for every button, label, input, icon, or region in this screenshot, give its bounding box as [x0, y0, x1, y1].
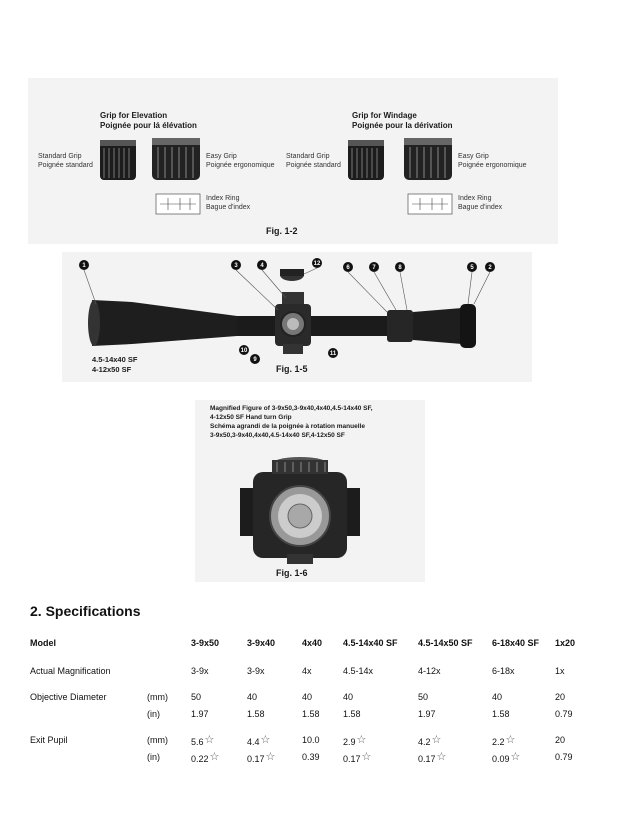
row-label: Exit Pupil — [30, 734, 68, 745]
table-cell: 10.0 — [302, 734, 320, 745]
table-cell: 3-9x — [191, 665, 209, 676]
fig-1-2-caption: Fig. 1-2 — [266, 226, 298, 236]
easy-grip-label: Easy Grip — [206, 153, 237, 160]
table-cell: 0.17☆ — [343, 750, 372, 764]
callout-12 — [312, 258, 322, 268]
scope-model-label-b: 4-12x50 SF — [92, 365, 132, 374]
table-cell: 0.79 — [555, 708, 573, 719]
table-cell: 20 — [555, 734, 566, 745]
star-icon: ☆ — [260, 733, 271, 746]
table-cell: 1.58 — [343, 708, 361, 719]
row-label: Objective Diameter — [30, 691, 107, 702]
index-ring-label-windage: Index Ring — [458, 195, 492, 202]
star-icon: ☆ — [209, 750, 220, 763]
index-ring-label-fr: Bague d'index — [206, 204, 251, 211]
table-cell: 0.22☆ — [191, 750, 220, 764]
callout-9 — [250, 354, 260, 364]
row-label — [30, 705, 147, 722]
table-row — [30, 688, 610, 705]
svg-text:8: 8 — [398, 265, 402, 271]
table-cell: 1.97 — [191, 708, 209, 719]
star-icon: ☆ — [361, 750, 372, 763]
table-row — [30, 731, 610, 748]
star-icon: ☆ — [505, 733, 516, 746]
windage-grip-title-fr: Poignée pour la dérivation — [352, 121, 453, 130]
table-cell: 6-18x — [492, 665, 515, 676]
elevation-grip-title: Grip for Elevation — [100, 111, 168, 120]
table-cell: 40 — [247, 691, 258, 702]
table-cell: 0.79 — [555, 751, 573, 762]
svg-text:3: 3 — [234, 263, 238, 269]
callout-2 — [485, 262, 495, 272]
table-cell: 40 — [343, 691, 354, 702]
specifications-table — [30, 633, 610, 765]
svg-text:12: 12 — [313, 261, 321, 267]
table-cell: 40 — [302, 691, 313, 702]
figure-1-2 — [28, 78, 558, 244]
table-cell: 2.2☆ — [492, 733, 516, 747]
row-unit — [147, 662, 191, 679]
row-unit: (in) — [147, 708, 160, 719]
header-4-5-14x40-sf: 4.5-14x40 SF — [343, 638, 398, 648]
callout-11 — [328, 348, 338, 358]
table-row — [30, 705, 610, 722]
table-row — [30, 748, 610, 765]
standard-grip-knob-elevation — [100, 140, 136, 180]
standard-grip-label-windage-fr: Poignée standard — [286, 162, 341, 169]
star-icon: ☆ — [510, 750, 521, 763]
easy-grip-knob-windage — [404, 138, 452, 180]
table-cell: 1.97 — [418, 708, 436, 719]
table-cell: 0.09☆ — [492, 750, 521, 764]
fig-1-5-caption: Fig. 1-5 — [276, 364, 308, 374]
row-label — [30, 748, 147, 765]
svg-text:2: 2 — [488, 265, 492, 271]
star-icon: ☆ — [204, 733, 215, 746]
scope-model-label-a: 4.5-14x40 SF — [92, 355, 138, 364]
row-unit: (mm) — [147, 734, 168, 745]
svg-text:6: 6 — [346, 265, 350, 271]
table-cell: 4.2☆ — [418, 733, 442, 747]
svg-text:10: 10 — [240, 348, 248, 354]
header-1x20: 1x20 — [555, 638, 576, 648]
table-cell: 2.9☆ — [343, 733, 367, 747]
header-6-18x40-sf: 6-18x40 SF — [492, 638, 540, 648]
easy-grip-label-windage: Easy Grip — [458, 153, 489, 160]
svg-text:9: 9 — [253, 357, 257, 363]
table-cell: 40 — [492, 691, 503, 702]
figure-1-6 — [195, 400, 425, 582]
table-cell: 50 — [191, 691, 202, 702]
table-cell: 3-9x — [247, 665, 265, 676]
table-cell: 1.58 — [302, 708, 320, 719]
standard-grip-knob-windage — [348, 140, 384, 180]
table-cell: 5.6☆ — [191, 733, 215, 747]
row-unit: (in) — [147, 751, 160, 762]
row-unit: (mm) — [147, 691, 168, 702]
table-cell: 4x — [302, 665, 312, 676]
star-icon: ☆ — [431, 733, 442, 746]
table-cell: 4-12x — [418, 665, 441, 676]
star-icon: ☆ — [436, 750, 447, 763]
callout-8 — [395, 262, 405, 272]
fig-1-6-desc-line3: Schéma agrandi de la poignée à rotation manuelle — [210, 423, 365, 430]
easy-grip-knob-elevation — [152, 138, 200, 180]
easy-grip-label-windage-fr: Poignée ergonomique — [458, 162, 527, 169]
callout-6 — [343, 262, 353, 272]
svg-text:1: 1 — [82, 263, 86, 269]
table-cell: 1.58 — [492, 708, 510, 719]
standard-grip-label-fr: Poignée standard — [38, 162, 93, 169]
table-cell: 0.39 — [302, 751, 320, 762]
fig-1-6-caption: Fig. 1-6 — [276, 568, 308, 578]
header-model: Model — [30, 638, 56, 648]
index-ring-label-windage-fr: Bague d'index — [458, 204, 503, 211]
callout-4 — [257, 260, 267, 270]
header-3-9x50: 3-9x50 — [191, 638, 220, 648]
table-cell: 1.58 — [247, 708, 265, 719]
table-row — [30, 662, 610, 679]
table-cell: 0.17☆ — [247, 750, 276, 764]
fig-1-6-desc-line4: 3-9x50,3-9x40,4x40,4.5-14x40 SF,4-12x50 SF — [210, 432, 345, 439]
svg-text:5: 5 — [470, 265, 474, 271]
table-header-row — [30, 633, 610, 653]
callout-5 — [467, 262, 477, 272]
easy-grip-label-fr: Poignée ergonomique — [206, 162, 275, 169]
fig-1-6-desc-line2: 4-12x50 SF Hand turn Grip — [210, 414, 292, 421]
elevation-grip-title-fr: Poignée pour lá élévation — [100, 121, 197, 130]
row-label: Actual Magnification — [30, 665, 111, 676]
star-icon: ☆ — [265, 750, 276, 763]
svg-text:7: 7 — [372, 265, 376, 271]
table-cell: 50 — [418, 691, 429, 702]
callout-3 — [231, 260, 241, 270]
specifications-heading: 2. Specifications — [30, 603, 141, 619]
figure-1-5 — [62, 252, 532, 382]
svg-text:11: 11 — [329, 351, 337, 357]
table-cell: 0.17☆ — [418, 750, 447, 764]
standard-grip-label-windage: Standard Grip — [286, 153, 330, 160]
header-3-9x40: 3-9x40 — [247, 638, 276, 648]
index-ring-diagram-elevation — [156, 194, 200, 214]
table-cell: 4.4☆ — [247, 733, 271, 747]
windage-grip-title: Grip for Windage — [352, 111, 417, 120]
table-cell: 4.5-14x — [343, 665, 374, 676]
table-cell: 1x — [555, 665, 565, 676]
header-4-5-14x50-sf: 4.5-14x50 SF — [418, 638, 473, 648]
index-ring-diagram-windage — [408, 194, 452, 214]
standard-grip-label: Standard Grip — [38, 153, 82, 160]
star-icon: ☆ — [356, 733, 367, 746]
callout-7 — [369, 262, 379, 272]
header-4x40: 4x40 — [302, 638, 323, 648]
fig-1-6-desc-line1: Magnified Figure of 3-9x50,3-9x40,4x40,4.5-14x40 SF, — [210, 405, 373, 412]
header-unit — [147, 633, 191, 653]
callout-1 — [79, 260, 89, 270]
svg-text:4: 4 — [260, 263, 264, 269]
index-ring-label: Index Ring — [206, 195, 240, 202]
callout-10 — [239, 345, 249, 355]
table-cell: 20 — [555, 691, 566, 702]
